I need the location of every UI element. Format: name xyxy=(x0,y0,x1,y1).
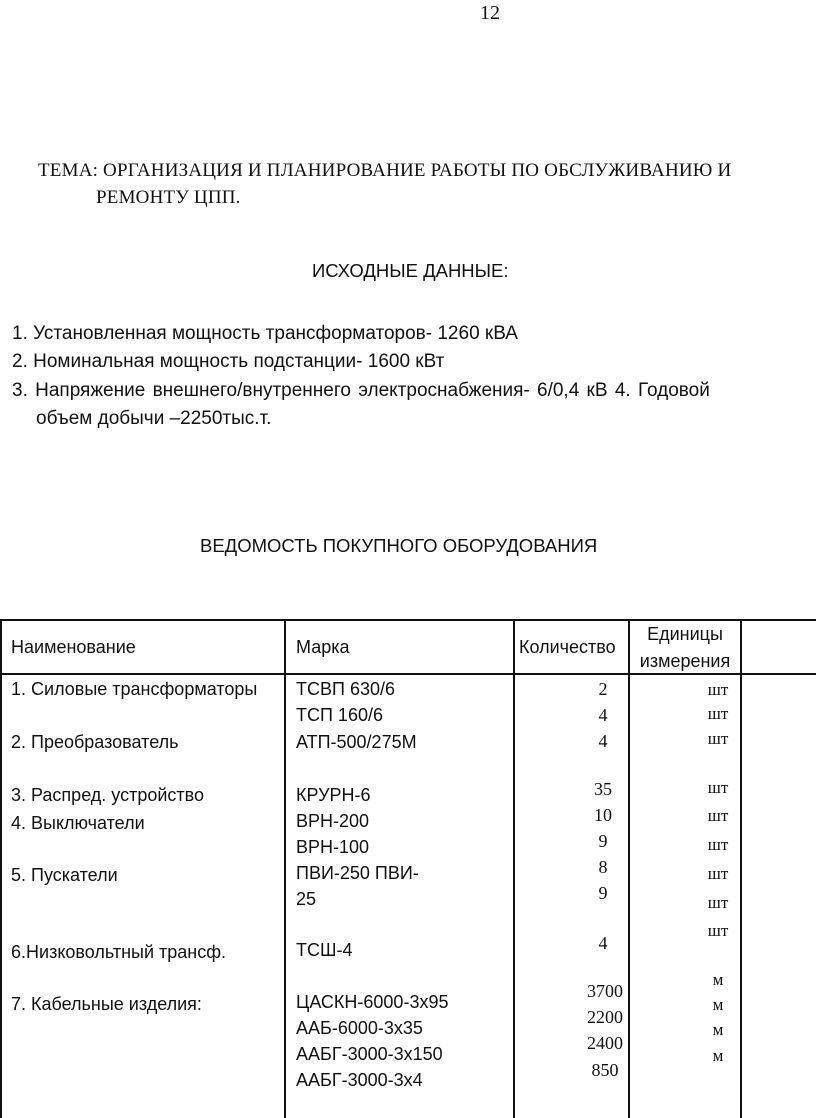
header-name: Наименование xyxy=(11,637,136,657)
equipment-brand: ЦАСКН-6000-3х95 xyxy=(296,992,449,1012)
equipment-unit: шт xyxy=(707,864,729,883)
equipment-unit: м xyxy=(712,970,724,989)
initial-data-item: объем добычи –2250тыс.т. xyxy=(36,408,272,429)
equipment-quantity: 4 xyxy=(598,933,608,953)
equipment-unit: шт xyxy=(707,806,729,825)
equipment-quantity: 3700 xyxy=(587,981,623,1001)
topic-line-1: ТЕМА: ОРГАНИЗАЦИЯ И ПЛАНИРОВАНИЕ РАБОТЫ ПО ОБСЛУЖИВАНИЮ И xyxy=(38,160,732,181)
equipment-unit: шт xyxy=(707,778,729,797)
equipment-quantity: 35 xyxy=(594,779,612,799)
table-col-border xyxy=(0,619,2,1118)
equipment-quantity: 9 xyxy=(598,883,608,903)
initial-data-item: 1. Установленная мощность трансформаторов- 1260 кВА xyxy=(12,323,518,344)
equipment-unit: шт xyxy=(707,704,729,723)
equipment-brand: ТСШ-4 xyxy=(296,940,353,960)
topic-line-2: РЕМОНТУ ЦПП. xyxy=(96,187,241,208)
equipment-unit: шт xyxy=(707,729,729,748)
equipment-quantity: 9 xyxy=(598,831,608,851)
equipment-brand: ААБГ-3000-3х4 xyxy=(296,1070,423,1090)
equipment-quantity: 10 xyxy=(594,805,612,825)
equipment-name: 3. Распред. устройство xyxy=(11,785,205,805)
equipment-unit: шт xyxy=(707,680,729,699)
equipment-unit: шт xyxy=(707,893,729,912)
equipment-quantity: 2200 xyxy=(587,1007,623,1027)
equipment-quantity: 850 xyxy=(591,1060,619,1080)
equipment-quantity: 2400 xyxy=(587,1033,623,1053)
header-unit-line-2: измерения xyxy=(639,651,731,671)
equipment-brand: ААБГ-3000-3х150 xyxy=(296,1044,443,1064)
initial-data-title: ИСХОДНЫЕ ДАННЫЕ: xyxy=(312,260,509,281)
equipment-brand: АТП-500/275М xyxy=(296,732,417,752)
equipment-quantity: 4 xyxy=(598,731,608,751)
table-col-border xyxy=(513,619,515,1118)
equipment-unit: м xyxy=(712,1020,724,1039)
equipment-brand: КРУРН-6 xyxy=(296,785,371,805)
equipment-name: 1. Силовые трансформаторы xyxy=(11,679,258,699)
table-col-border xyxy=(284,619,286,1118)
equipment-brand: ААБ-6000-3х35 xyxy=(296,1018,423,1038)
header-unit-line-1: Единицы xyxy=(647,624,723,644)
equipment-quantity: 2 xyxy=(598,679,608,699)
equipment-brand: ВРН-200 xyxy=(296,811,370,831)
equipment-brand: ТСП 160/6 xyxy=(296,705,383,725)
equipment-name: 6.Низковольтный трансф. xyxy=(11,942,227,962)
equipment-title: ВЕДОМОСТЬ ПОКУПНОГО ОБОРУДОВАНИЯ xyxy=(200,535,598,556)
header-quantity: Количество xyxy=(519,637,616,657)
page-number: 12 xyxy=(480,2,500,24)
equipment-name: 7. Кабельные изделия: xyxy=(11,994,202,1014)
table-top-border xyxy=(0,619,816,621)
equipment-unit: м xyxy=(712,995,724,1014)
initial-data-item: 3. Напряжение внешнего/внутреннего электроснабжения- 6/0,4 кВ 4. Годовой xyxy=(12,380,710,401)
equipment-brand: ПВИ-250 ПВИ- xyxy=(296,863,419,883)
equipment-quantity: 4 xyxy=(598,705,608,725)
equipment-name: 5. Пускатели xyxy=(11,865,118,885)
equipment-brand: ВРН-100 xyxy=(296,837,370,857)
equipment-quantity: 8 xyxy=(598,857,608,877)
equipment-unit: шт xyxy=(707,921,729,940)
equipment-unit: м xyxy=(712,1046,724,1065)
equipment-brand: ТСВП 630/6 xyxy=(296,679,395,699)
equipment-unit: шт xyxy=(707,835,729,854)
equipment-brand: 25 xyxy=(296,889,317,909)
initial-data-item: 2. Номинальная мощность подстанции- 1600 кВт xyxy=(12,351,445,372)
equipment-name: 4. Выключатели xyxy=(11,813,145,833)
equipment-name: 2. Преобразователь xyxy=(11,732,179,752)
header-brand: Марка xyxy=(296,637,350,657)
table-header-border xyxy=(0,673,816,675)
